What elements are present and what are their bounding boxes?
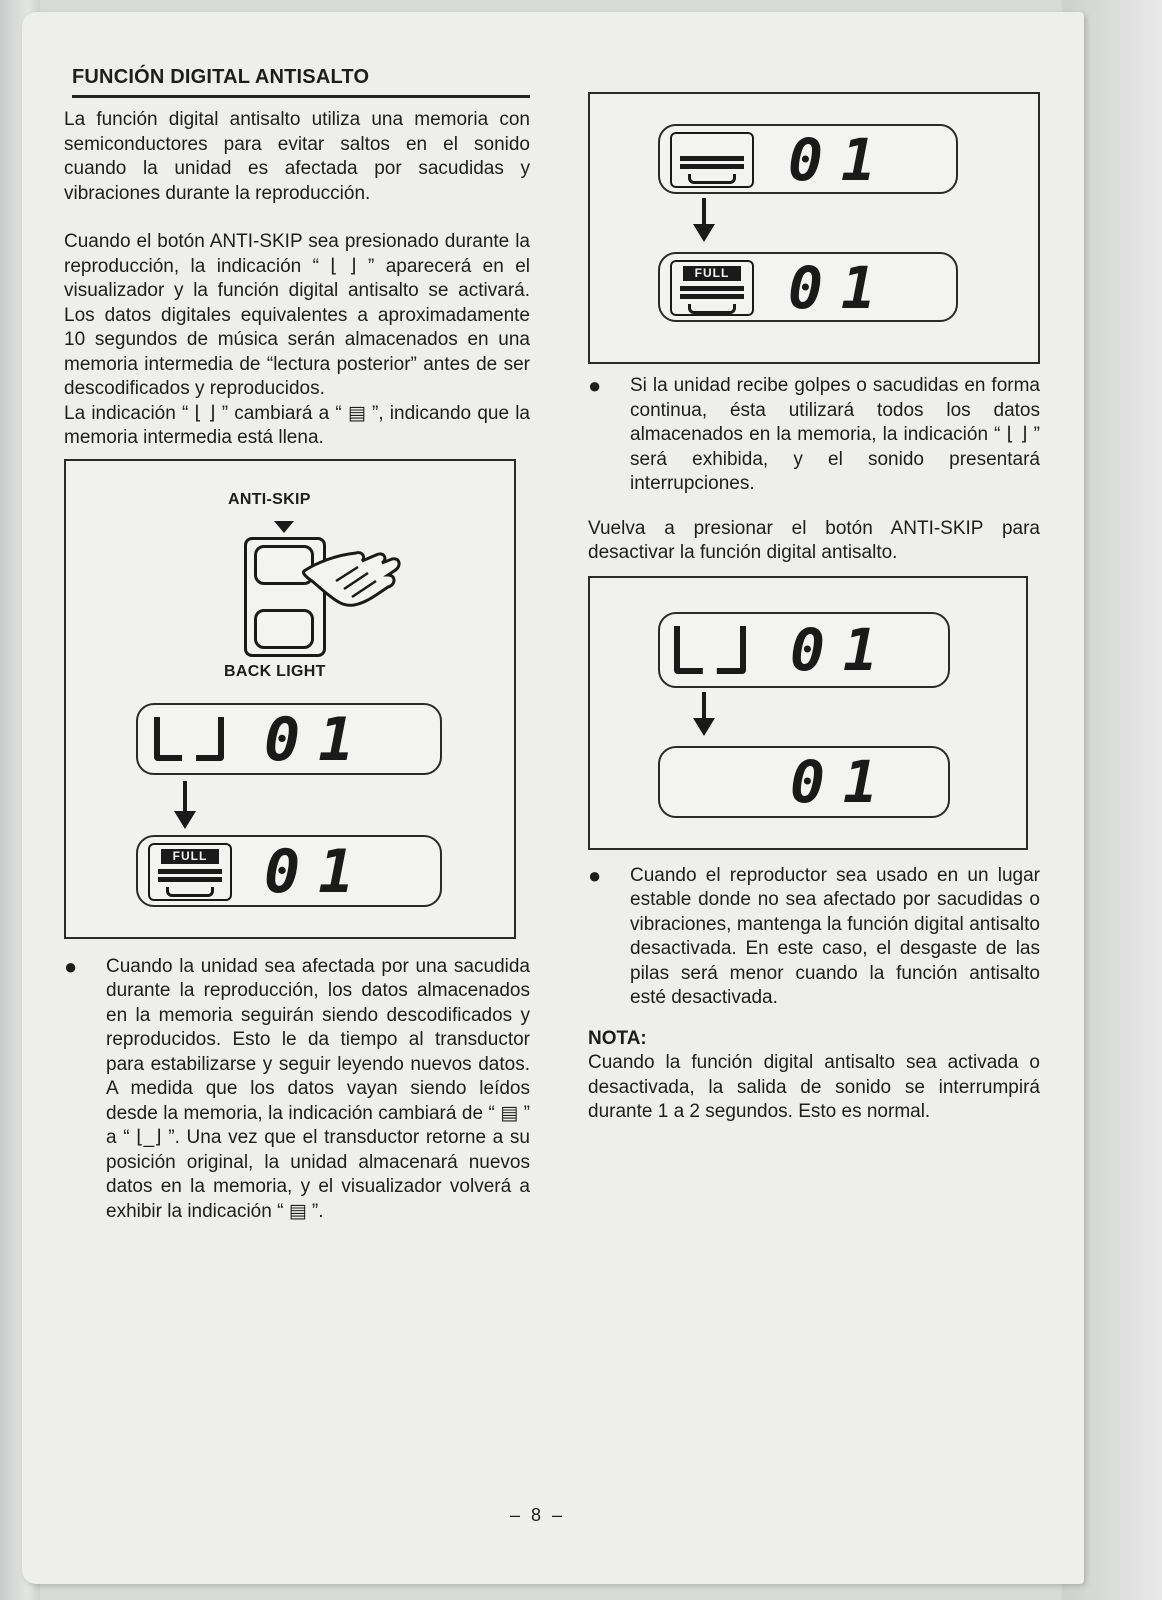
figure-buffer-empty [588, 576, 1028, 850]
intro-paragraph: La función digital antisalto utiliza una memoria con semiconductores para evitar saltos en el sonido cuando la unidad es afectada por sacudidas y vibraciones durante la reproducción. [64, 109, 530, 204]
lcd-track-number: 01 [790, 747, 896, 816]
note-label: NOTA: [588, 1027, 647, 1049]
empty-buffer-icon [674, 626, 746, 674]
left-column [64, 66, 530, 1224]
note-text: Cuando la función digital antisalto sea activada o desactivada, la salida de sonido se interrumpirá durante 1 a 2 segundos. Esto es normal. [588, 1052, 1040, 1122]
arrow-down-head-icon [174, 811, 196, 829]
bullet-text: Cuando el reproductor sea usado en un lugar estable donde no sea afectado por sacudidas o vibraciones, mantenga la función digital antisalto desactivada. En este caso, el desgaste de las pilas será menor cuando la función antisalto esté desactivada. [630, 864, 1040, 1008]
bullet-dot: ● [588, 862, 602, 888]
lcd-display-top [658, 124, 958, 194]
bullet-dot: ● [64, 953, 78, 979]
lcd-display-bottom [658, 252, 958, 322]
right-column [588, 92, 1040, 1125]
activation-paragraph: Cuando el botón ANTI-SKIP sea presionado durante la reproducción, la indicación “ ⌊ ⌋ ” aparecerá en el visualizador y la función digital antisalto se activará. Los datos digitales equivalentes a aproximadamente 10 segundos de música serán almacenados en una memoria intermedia de “lectura posterior” antes de ser descodificados y reproducidos. [64, 231, 530, 399]
lcd-track-number: 01 [264, 704, 373, 775]
lcd-display-top [136, 703, 442, 775]
bullet-dot: ● [588, 373, 602, 398]
full-tag: FULL [161, 849, 219, 864]
deactivate-paragraph: Vuelva a presionar el botón ANTI-SKIP para desactivar la función digital antisalto. [588, 517, 1040, 563]
bullet-shock-during-playback [64, 955, 530, 1225]
lcd-track-number: 01 [264, 836, 373, 907]
full-buffer-icon [670, 260, 754, 316]
indicator-change-paragraph: La indicación “ ⌊ ⌋ ” cambiará a “ ▤ ”, indicando que la memoria intermedia está llena. [64, 402, 530, 448]
bullet-text: Si la unidad recibe golpes o sacudidas en forma continua, ésta utilizará todos los datos almacenados en la memoria, la indicación “ ⌊ ⌋ ” será exhibida, y el sonido presentará interrupciones. [630, 375, 1040, 494]
bullet-stable-location [588, 864, 1040, 1011]
back-light-label: BACK LIGHT [224, 662, 326, 680]
figure-anti-skip-button [64, 459, 516, 939]
empty-buffer-icon [154, 717, 224, 761]
arrow-down-icon [183, 781, 187, 815]
arrow-down-head-icon [693, 224, 715, 242]
section-title: FUNCIÓN DIGITAL ANTISALTO [72, 66, 530, 98]
lcd-display-bottom [136, 835, 442, 907]
full-buffer-icon [148, 843, 232, 901]
lcd-display-bottom [658, 746, 950, 818]
bullet-text: Cuando la unidad sea afectada por una sacudida durante la reproducción, los datos almacenados en la memoria seguirán siendo descodificados y reproducidos. Esto le da tiempo al transductor para estabilizarse y seguir leyendo nuevos datos. A medida que los datos vayan siendo leídos desde la memoria, la indicación cambiará de “ ▤ ” a “ ⌊_⌋ ”. Una vez que el transductor retorne a su posición original, la unidad almacenará nuevos datos en la memoria, y el visualizador volverá a exhibir la indicación “ ▤ ”. [106, 955, 530, 1222]
arrow-down-head-icon [693, 718, 715, 736]
figure-buffer-fill [588, 92, 1040, 364]
full-tag: FULL [683, 266, 741, 281]
anti-skip-label: ANTI-SKIP [228, 490, 311, 508]
note-section [588, 1027, 1040, 1125]
lcd-track-number: 01 [790, 615, 896, 684]
lcd-display-top [658, 612, 950, 688]
pointer-triangle-icon [274, 521, 294, 533]
lcd-track-number: 01 [788, 126, 894, 194]
buffer-filling-icon [670, 132, 754, 188]
bullet-continuous-shocks [588, 374, 1040, 497]
page-number: – 8 – [510, 1505, 566, 1525]
pressing-hand-icon [296, 541, 406, 621]
lcd-track-number: 01 [788, 254, 894, 322]
